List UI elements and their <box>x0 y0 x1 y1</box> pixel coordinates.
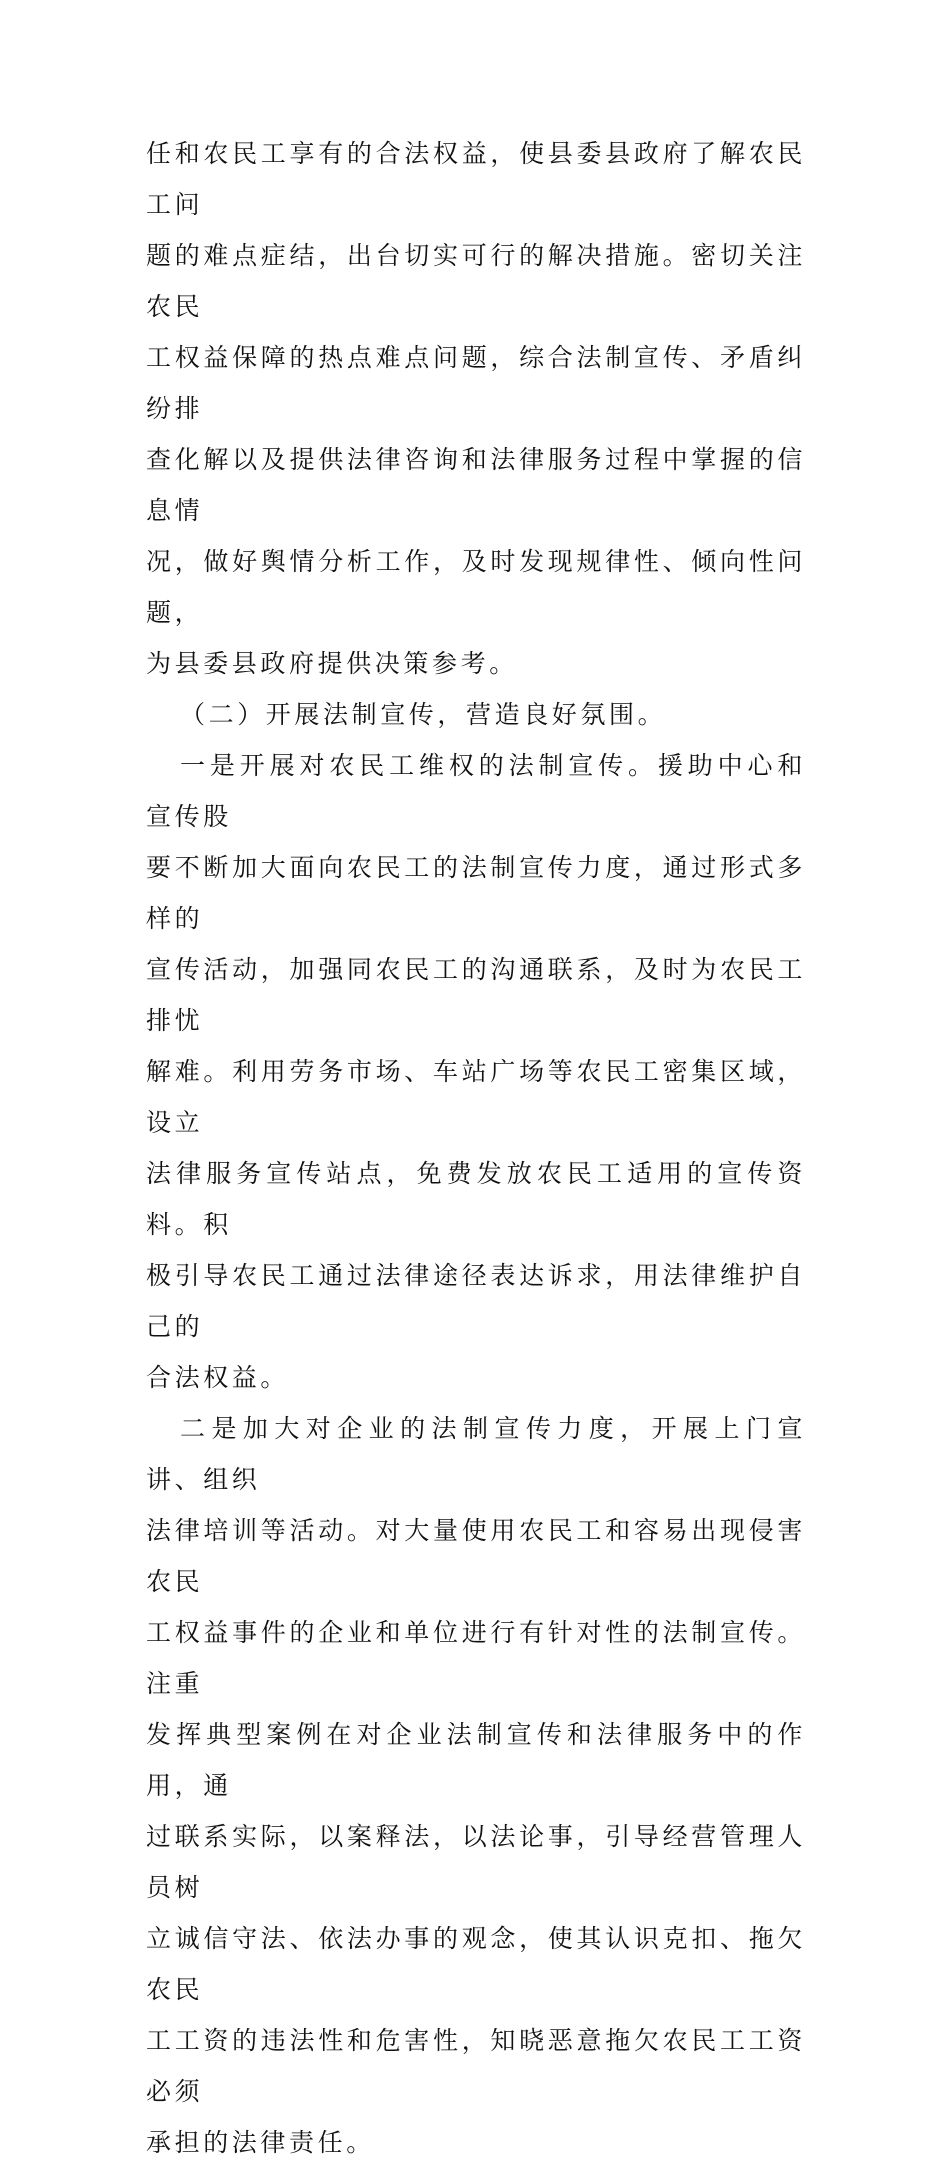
paragraph-p3 <box>146 740 806 1403</box>
text-line: 为县委县政府提供决策参考。 <box>146 649 518 678</box>
text-line: 法律服务宣传站点，免费发放农民工适用的宣传资料。积 <box>146 1159 806 1239</box>
text-line: 况，做好舆情分析工作，及时发现规律性、倾向性问题， <box>146 547 806 627</box>
text-line: 合法权益。 <box>146 1363 290 1392</box>
text-line: 任和农民工享有的合法权益，使县委县政府了解农民工问 <box>146 139 806 219</box>
text-line: 宣传活动，加强同农民工的沟通联系，及时为农民工排忧 <box>146 955 806 1035</box>
text-line: 要不断加大面向农民工的法制宣传力度，通过形式多样的 <box>146 853 806 933</box>
document-body <box>146 128 806 2168</box>
text-line: 题的难点症结，出台切实可行的解决措施。密切关注农民 <box>146 241 806 321</box>
text-line: 承担的法律责任。 <box>146 2128 375 2157</box>
paragraph-p1 <box>146 128 806 689</box>
text-line: 极引导农民工通过法律途径表达诉求，用法律维护自己的 <box>146 1261 806 1341</box>
text-line: 一是开展对农民工维权的法制宣传。援助中心和宣传股 <box>146 751 806 831</box>
text-line: 查化解以及提供法律咨询和法律服务过程中掌握的信息情 <box>146 445 806 525</box>
text-line: 工权益事件的企业和单位进行有针对性的法制宣传。注重 <box>146 1618 806 1698</box>
text-line: 工工资的违法性和危害性，知晓恶意拖欠农民工工资必须 <box>146 2026 806 2106</box>
paragraph-p2 <box>146 689 806 740</box>
text-line: 解难。利用劳务市场、车站广场等农民工密集区域，设立 <box>146 1057 806 1137</box>
text-line: 法律培训等活动。对大量使用农民工和容易出现侵害农民 <box>146 1516 806 1596</box>
text-line: 过联系实际，以案释法，以法论事，引导经营管理人员树 <box>146 1822 806 1902</box>
text-line: 立诚信守法、依法办事的观念，使其认识克扣、拖欠农民 <box>146 1924 806 2004</box>
text-line: 发挥典型案例在对企业法制宣传和法律服务中的作用，通 <box>146 1720 806 1800</box>
text-line: （二）开展法制宣传，营造良好氛围。 <box>180 700 667 729</box>
paragraph-p4 <box>146 1403 806 2168</box>
text-line: 二是加大对企业的法制宣传力度，开展上门宣讲、组织 <box>146 1414 806 1494</box>
text-line: 工权益保障的热点难点问题，综合法制宣传、矛盾纠纷排 <box>146 343 806 423</box>
